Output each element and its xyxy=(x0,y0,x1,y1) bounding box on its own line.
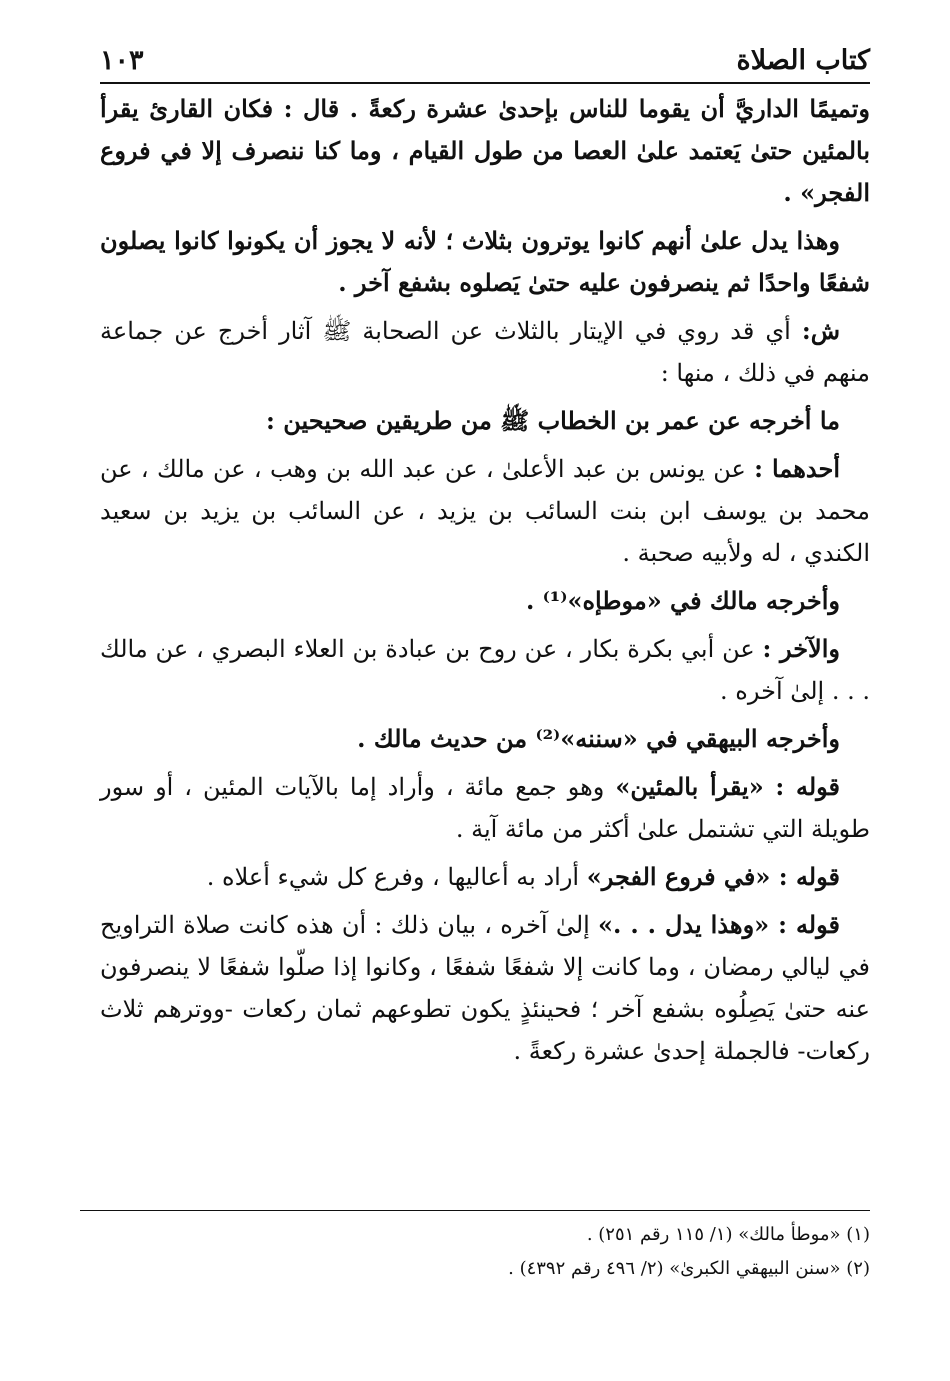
paragraph-9 xyxy=(100,766,870,850)
paragraph-text: وهذا يدل علىٰ أنهم كانوا يوترون بثلاث ؛ لأنه لا يجوز أن يكونوا كانوا يصلون شفعًا واحدًا ثم ينصرفون عليه حتىٰ يَصلوه بشفع آخر . xyxy=(100,226,870,297)
running-header xyxy=(100,32,870,76)
paragraph-text: ما أخرجه عن عمر بن الخطاب ﷺ من طريقين صحيحين : xyxy=(266,406,840,435)
header-divider xyxy=(100,82,870,84)
paragraph-3 xyxy=(100,310,870,394)
footnote-1: (١) «موطأ مالك» (١/ ١١٥ رقم ٢٥١) . xyxy=(586,1224,870,1245)
paragraph-text: وهو جمع مائة ، وأراد إما بالآيات المئين ، أو سور طويلة التي تشتمل علىٰ أكثر من مائة آية . xyxy=(100,773,870,843)
paragraph-10 xyxy=(100,856,870,898)
paragraph-text: عن يونس بن عبد الأعلىٰ ، عن عبد الله بن وهب ، عن مالك ، عن محمد بن يوسف ابن بنت السائب بن يزيد ، عن السائب بن يزيد بن سعيد الكندي ، له ولأبيه صحبة . xyxy=(100,455,870,567)
footnote-divider xyxy=(80,1210,870,1211)
paragraph-5 xyxy=(100,448,870,574)
paragraph-11 xyxy=(100,904,870,1072)
paragraph-4 xyxy=(100,400,870,442)
footnotes xyxy=(100,1218,870,1286)
paragraph-text: وأخرجه البيهقي في «سننه»⁽²⁾ من حديث مالك . xyxy=(357,724,840,753)
paragraph-2 xyxy=(100,220,870,304)
paragraph-8 xyxy=(100,718,870,760)
paragraph-text: وأخرجه مالك في «موطإه»⁽¹⁾ . xyxy=(525,586,840,615)
page-number: ١٠٣ xyxy=(100,45,144,76)
paragraph-lead: قوله : «وهذا يدل . . .» xyxy=(598,910,840,939)
chapter-title: كتاب الصلاة xyxy=(736,45,870,76)
paragraph-text: وتميمًا الداريَّ أن يقوما للناس بإحدىٰ عشرة ركعةً . قال : فكان القارئ يقرأ بالمئين حتىٰ يَعتمد علىٰ العصا من طول القيام ، وما كنا ننصرف إلا في فروع الفجر» . xyxy=(100,94,870,207)
paragraph-text: أي قد روي في الإيتار بالثلاث عن الصحابة ﷺ آثار أخرج عن جماعة منهم في ذلك ، منها : xyxy=(100,317,870,387)
footnote-2: (٢) «سنن البيهقي الكبرىٰ» (٢/ ٤٩٦ رقم ٤٣٩٢) . xyxy=(508,1258,870,1279)
paragraph-lead: قوله : «يقرأ بالمئين» xyxy=(615,772,841,801)
paragraph-text: عن أبي بكرة بكار ، عن روح بن عبادة بن العلاء البصري ، عن مالك . . . إلىٰ آخره . xyxy=(100,635,870,705)
paragraph-6 xyxy=(100,580,870,622)
paragraph-lead: والآخر : xyxy=(762,634,840,663)
paragraph-1 xyxy=(100,88,870,214)
paragraph-text: أراد به أعاليها ، وفرع كل شيء أعلاه . xyxy=(206,863,587,891)
paragraph-lead: ش: xyxy=(801,316,840,345)
main-text xyxy=(100,88,870,1078)
paragraph-text: إلىٰ آخره ، بيان ذلك : أن هذه كانت صلاة التراويح في ليالي رمضان ، وما كانت إلا شفعًا شفعًا ، وكانوا إذا صلّوا شفعًا لا ينصرفون عنه حتىٰ يَصِلُوه بشفع آخر ؛ فحينئذٍ يكون تطوعهم ثمان ركعات -ووترهم ثلاث ركعات- فالجملة إحدىٰ عشرة ركعةً . xyxy=(100,911,870,1065)
paragraph-7 xyxy=(100,628,870,712)
paragraph-lead: أحدهما : xyxy=(754,454,841,483)
paragraph-lead: قوله : «في فروع الفجر» xyxy=(586,862,840,891)
